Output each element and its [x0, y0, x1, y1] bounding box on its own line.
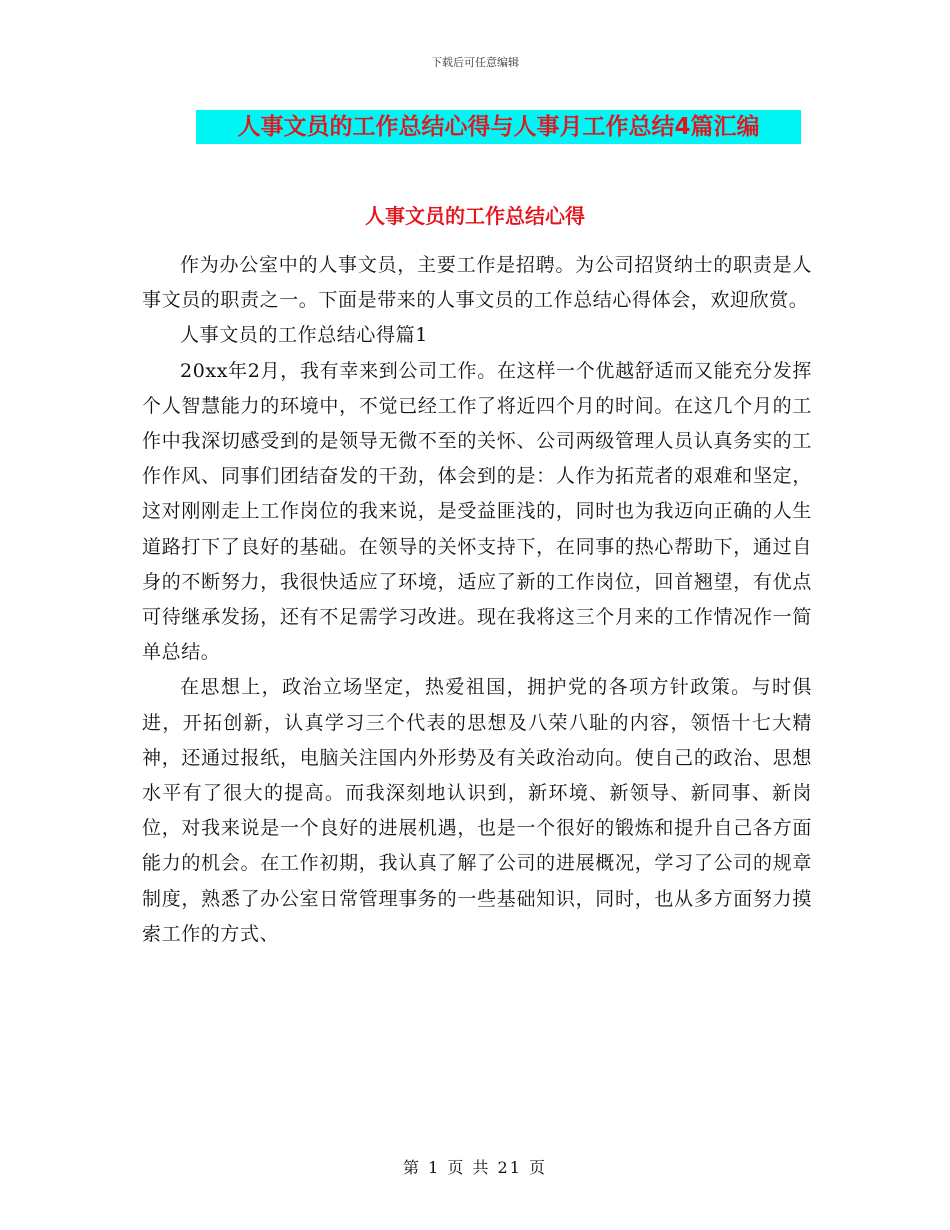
subheading-paragraph: 人事文员的工作总结心得篇1 [180, 324, 428, 347]
header-note: 下载后可任意编辑 [431, 56, 519, 69]
main-title-highlight [196, 110, 801, 144]
body-paragraph: 20xx年2月，我有幸来到公司工作。在这样一个优越舒适而又能充分发挥个人智慧能力的环境中，不觉已经工作了将近四个月的时间。在这几个月的工作中我深切感受到的是领导无微不至的关怀、公司两级管理人员认真务实的工作作风、同事们团结奋发的干劲，体会到的是：人作为拓荒者的艰难和坚定，这对刚刚走上工作岗位的我来说，是受益匪浅的，同时也为我迈向正确的人生道路打下了良好的基础。在领导的关怀支持下，在同事的热心帮助下，通过自身的不断努力，我很快适应了环境，适应了新的工作岗位，回首翘望，有优点可待继承发扬，还有不足需学习改进。现在我将这三个月来的工作情况作一简单总结。 [142, 359, 812, 664]
body-paragraph: 在思想上，政治立场坚定，热爱祖国，拥护党的各项方针政策。与时俱进，开拓创新，认真学习三个代表的思想及八荣八耻的内容，领悟十七大精神，还通过报纸，电脑关注国内外形势及有关政治动向。使自己的政治、思想水平有了很大的提高。而我深刻地认识到，新环境、新领导、新同事、新岗位，对我来说是一个良好的进展机遇，也是一个很好的锻炼和提升自己各方面能力的机会。在工作初期，我认真了解了公司的进展概况，学习了公司的规章制度，熟悉了办公室日常管理事务的一些基础知识，同时，也从多方面努力摸索工作的方式、 [142, 676, 812, 945]
main-title: 人事文员的工作总结心得与人事月工作总结4篇汇编 [237, 114, 760, 140]
body-text [142, 248, 812, 952]
intro-paragraph: 作为办公室中的人事文员，主要工作是招聘。为公司招贤纳士的职责是人事文员的职责之一。下面是带来的人事文员的工作总结心得体会，欢迎欣赏。 [142, 254, 812, 312]
section-title: 人事文员的工作总结心得 [365, 204, 585, 228]
page-footer: 第 1 页 共 21 页 [403, 1158, 547, 1177]
